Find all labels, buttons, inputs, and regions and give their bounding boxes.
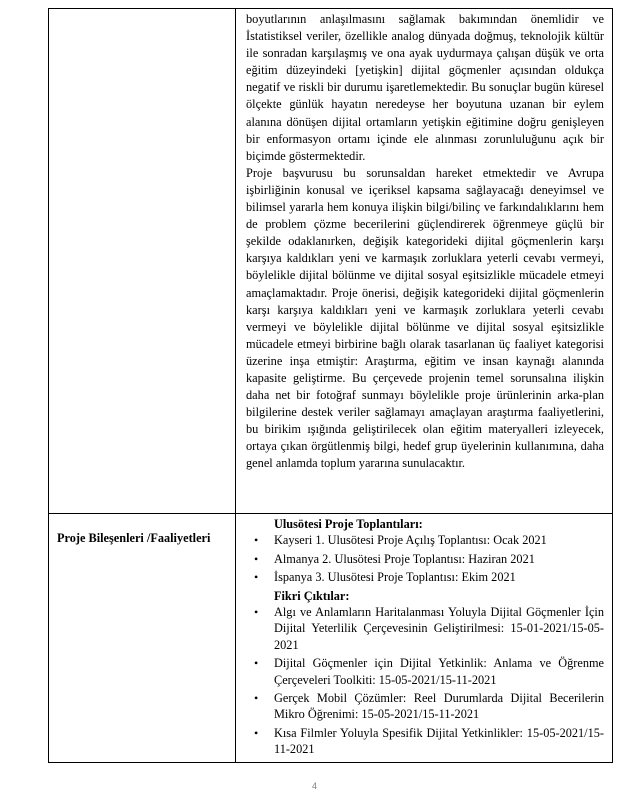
paragraph-2: Proje başvurusu bu sorunsaldan hareket etmektedir ve Avrupa işbirliğinin konusal ve içeriksel kapsama sağlayacağı deneyimsel ve bilimsel yararla hem konuya ilişkin bilgi/bilinç ve farkındalıklarını hem de problem çözme becerilerini güçlendirerek öğrenmeye güçlü bir şekilde odaklanırken, değişik kategorideki dijital göçmenlerin karşı karşıya kaldıkları yeni ve karmaşık zorluklara yeterli cevabı vermeyi, böylelikle dijital bölünme ve dijital sosyal eşitsizlikle mücadele etmeyi amaçlamaktadır. Proje önerisi, değişik kategorideki dijital göçmenlerin karşı karşıya kaldıkları yeni ve karmaşık zorluklara yeterli cevabı vermeyi ve böylelikle dijital bölünme ve dijital sosyal eşitsizlikle mücadele etmeyi birbirine bağlı olarak tasarlanan üç faaliyet kategorisi üzerine inşa etmiştir: Araştırma, eğitim ve insan kaynağı alanında kapasite geliştirme. Bu çerçevede projenin temel sorunsalına ilişkin daha net bir fotoğraf sunmayı böylelikle proje ürünlerinin arka-plan bilgilerine destek veriler sağlamayı amaçlayan araştırma faaliyetlerini, bu birikim ışığında geliştirilecek olan eğitim materyalleri izleyecek, ortaya çıkan örgütlenmiş bilgi, hedef grup üyelerinin kullanımına, daha genel anlamda toplum yararına sunulacaktır. (246, 165, 604, 471)
page-number: 4 (311, 781, 317, 791)
outputs-heading: Fikri Çıktılar: (274, 588, 350, 603)
document-table (48, 8, 613, 763)
description-cell (236, 9, 613, 514)
components-list (236, 514, 612, 762)
list-item (248, 569, 604, 585)
meeting-text: Kayseri 1. Ulusötesi Proje Açılış Toplantısı: Ocak 2021 (274, 533, 547, 548)
paragraph-1: boyutlarının anlaşılmasını sağlamak bakımından önemlidir ve İstatistiksel veriler, özellikle analog dünyada doğmuş, teknolojik kültür ile sonradan karşılaşmış ve ona ayak uydurmaya çalışan düşük ve orta eğitim düzeyindeki [yetişkin] dijital göçmenler açısından oldukça negatif ve riskli bir durumu işaretlemektedir. Bu sonuçlar bugün küresel ölçekte günlük hayatın neredeyse her boyutuna uzanan bir eylem alanına dönüşen dijital ortamların yetişkin eğitimine doğru genişleyen bir enformasyon ortamı içinde ele alınması zorunluluğunu açık bir biçimde göstermektedir. (246, 12, 604, 163)
components-cell (236, 514, 613, 763)
meeting-text: Almanya 2. Ulusötesi Proje Toplantısı: Haziran 2021 (274, 551, 535, 566)
empty-label-cell (49, 9, 236, 514)
bullet-icon: • (254, 725, 259, 740)
output-text: Gerçek Mobil Çözümler: Reel Durumlarda Dijital Becerilerin Mikro Öğrenimi: 15-05-2021/15-11-2021 (274, 691, 604, 722)
bullet-icon: • (254, 570, 259, 585)
meeting-text: İspanya 3. Ulusötesi Proje Toplantısı: Ekim 2021 (274, 570, 516, 585)
list-item (248, 725, 604, 758)
list-item (248, 604, 604, 653)
list-item (248, 690, 604, 723)
list-item (248, 551, 604, 567)
outputs-list (248, 604, 604, 758)
output-text: Algı ve Anlamların Haritalanması Yoluyla Dijital Göçmenler İçin Dijital Yeterlilik Çerçevesinin Geliştirilmesi: 15-01-2021/15-05-2021 (274, 605, 604, 652)
table-row (49, 9, 613, 514)
bullet-icon: • (254, 551, 259, 566)
bullet-icon: • (254, 533, 259, 548)
list-item (248, 655, 604, 688)
list-item (248, 532, 604, 548)
meetings-heading: Ulusötesi Proje Toplantıları: (274, 517, 423, 531)
bullet-icon: • (254, 605, 259, 620)
output-text: Kısa Filmler Yoluyla Spesifik Dijital Yetkinlikler: 15-05-2021/15-11-2021 (274, 725, 604, 757)
meetings-list (248, 532, 604, 585)
description-text (236, 9, 612, 487)
bullet-icon: • (254, 691, 259, 706)
output-text: Dijital Göçmenler için Dijital Yetkinlik: Anlama ve Öğrenme Çerçeveleri Toolkiti: 15-05-2021/15-11-2021 (274, 656, 604, 687)
row-label: Proje Bileşenleri /Faaliyetleri (57, 531, 211, 545)
table-row (49, 514, 613, 763)
bullet-icon: • (254, 656, 259, 671)
label-cell (49, 514, 236, 763)
